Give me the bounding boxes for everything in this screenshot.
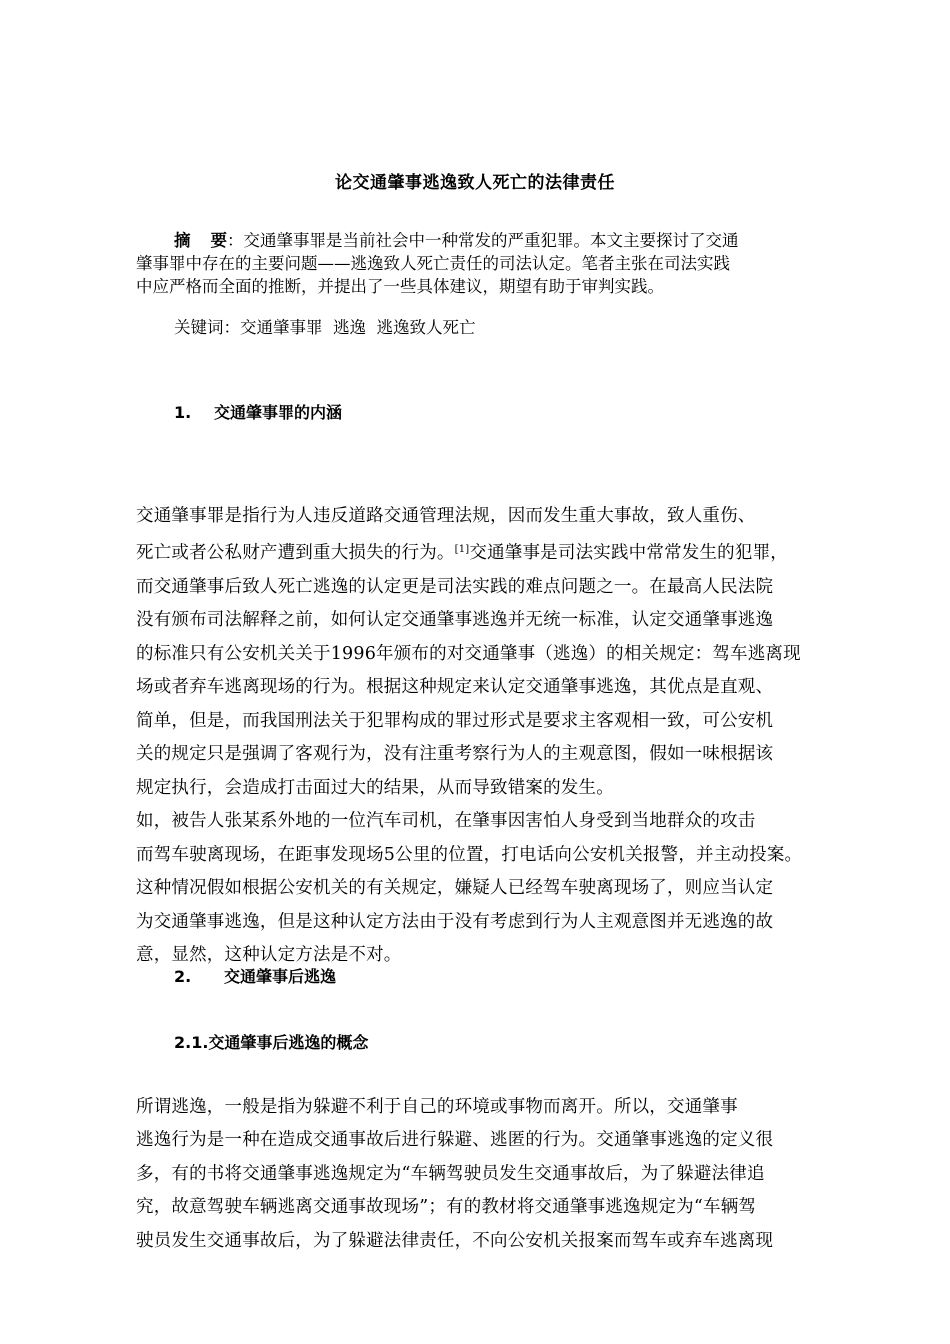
paragraph-line: 的标准只有公安机关关于1996年颁布的对交通肇事（逃逸）的相关规定：驾车逃离现 bbox=[136, 643, 801, 664]
keywords-text: 交通肇事罪 逃逸 逃逸致人死亡 bbox=[240, 318, 476, 337]
keywords-label: 关键词： bbox=[174, 318, 240, 337]
section-1-heading bbox=[174, 400, 342, 423]
paragraph-line: 关的规定只是强调了客观行为，没有注重考察行为人的主观意图，假如一味根据该 bbox=[136, 744, 774, 764]
paragraph-line: 如，被告人张某系外地的一位汽车司机，在肇事因害怕人身受到当地群众的攻击 bbox=[136, 811, 756, 831]
paragraph-line: 规定执行，会造成打击面过大的结果，从而导致错案的发生。 bbox=[136, 777, 614, 798]
section-1-number: 1. bbox=[174, 403, 192, 422]
section-2-number: 2. bbox=[174, 967, 192, 986]
section-2-1-heading: 2.1.交通肇事后逃逸的概念 bbox=[174, 1033, 369, 1052]
paragraph-line-part: 交通肇事是司法实践中常常发生的犯罪， bbox=[469, 543, 788, 563]
section-2-1-body bbox=[136, 1057, 773, 1258]
section-2-heading bbox=[174, 964, 336, 987]
keywords bbox=[174, 316, 475, 339]
paragraph-line: 逃逸行为是一种在造成交通事故后进行躲避、逃匿的行为。交通肇事逃逸的定义很 bbox=[136, 1130, 774, 1150]
paragraph-line: 简单，但是，而我国刑法关于犯罪构成的罪过形式是要求主客观相一致，可公安机 bbox=[136, 710, 774, 731]
paragraph-line-part: 死亡或者公私财产遭到重大损失的行为。 bbox=[136, 543, 455, 563]
section-1-title: 交通肇事罪的内涵 bbox=[214, 403, 343, 422]
paragraph-line: 交通肇事罪是指行为人违反道路交通管理法规，因而发生重大事故，致人重伤、 bbox=[136, 505, 756, 526]
paragraph-line: 意，显然，这种认定方法是不对。 bbox=[136, 945, 402, 965]
paragraph-line: 所谓逃逸，一般是指为躲避不利于自己的环境或事物而离开。所以，交通肇事 bbox=[136, 1096, 738, 1117]
abstract-label bbox=[136, 231, 227, 250]
paragraph-line: 没有颁布司法解释之前，如何认定交通肇事逃逸并无统一标准，认定交通肇事逃逸 bbox=[136, 610, 774, 630]
section-2-title: 交通肇事后逃逸 bbox=[224, 967, 337, 986]
abstract-label-char-2: 要 bbox=[210, 231, 227, 250]
abstract-line-1: 交通肇事罪是当前社会中一种常发的严重犯罪。本文主要探讨了交通 bbox=[243, 231, 739, 250]
abstract-line-3: 中应严格而全面的推断，并提出了一些具体建议，期望有助于审判实践。 bbox=[136, 277, 664, 296]
paragraph-line: 而交通肇事后致人死亡逃逸的认定更是司法实践的难点问题之一。在最高人民法院 bbox=[136, 576, 774, 597]
abstract-line-2: 肇事罪中存在的主要问题——逃逸致人死亡责任的司法认定。笔者主张在司法实践 bbox=[136, 254, 730, 273]
paragraph-line: 这种情况假如根据公安机关的有关规定，嫌疑人已经驾车驶离现场了，则应当认定 bbox=[136, 878, 774, 898]
section-1-body bbox=[136, 466, 802, 973]
paragraph-line: 多，有的书将交通肇事逃逸规定为“车辆驾驶员发生交通事故后，为了躲避法律追 bbox=[136, 1163, 765, 1184]
footnote-reference[interactable]: [1] bbox=[454, 544, 470, 555]
paragraph-line bbox=[136, 533, 802, 571]
abstract bbox=[136, 229, 836, 298]
abstract-colon: ： bbox=[227, 231, 244, 250]
paragraph-line: 场或者弃车逃离现场的行为。根据这种规定来认定交通肇事逃逸，其优点是直观、 bbox=[136, 677, 774, 697]
paragraph-line: 而驾车驶离现场，在距事发现场5公里的位置，打电话向公安机关报警，并主动投案。 bbox=[136, 844, 803, 865]
paragraph-line: 究，故意驾驶车辆逃离交通事故现场”；有的教材将交通肇事逃逸规定为“车辆驾 bbox=[136, 1197, 757, 1217]
paragraph-line: 为交通肇事逃逸，但是这种认定方法由于没有考虑到行为人主观意图并无逃逸的故 bbox=[136, 911, 774, 932]
paragraph-line: 驶员发生交通事故后，为了躲避法律责任，不向公安机关报案而驾车或弃车逃离现 bbox=[136, 1230, 774, 1251]
page-title: 论交通肇事逃逸致人死亡的法律责任 bbox=[335, 173, 615, 193]
abstract-label-char-1: 摘 bbox=[174, 231, 191, 250]
